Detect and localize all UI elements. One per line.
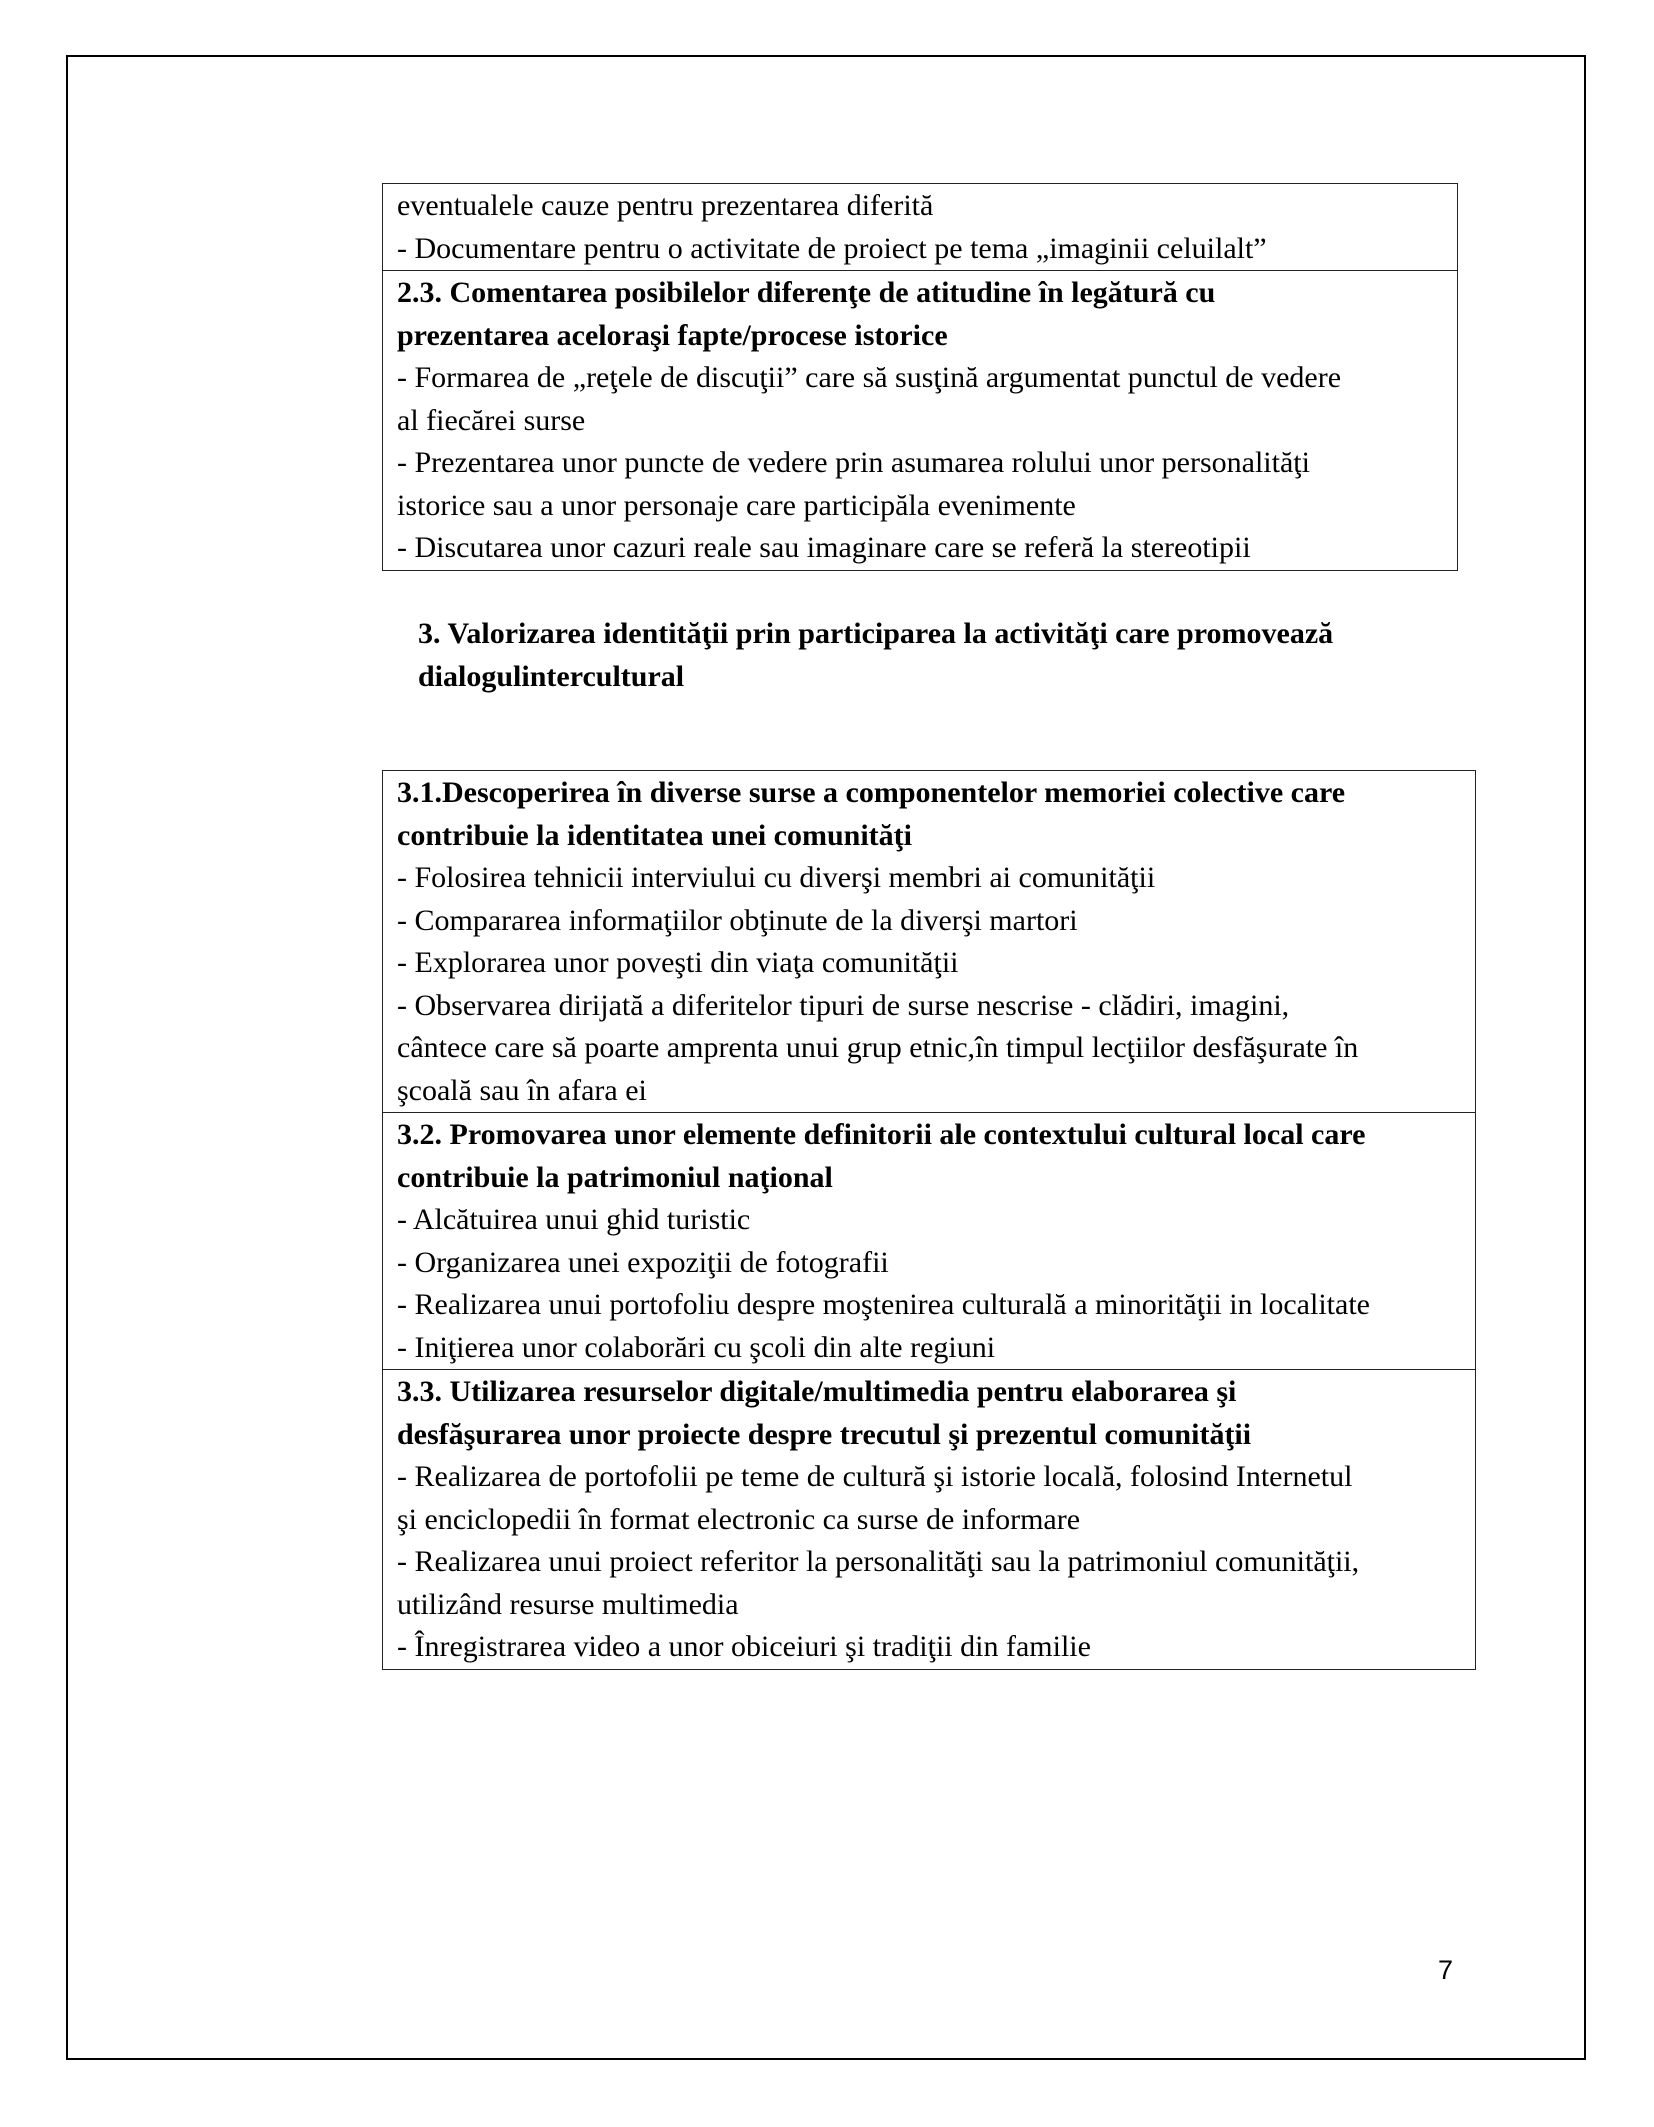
text-line: - Discutarea unor cazuri reale sau imaginare care se referă la stereotipii <box>397 531 1251 564</box>
table-cell-3-3 <box>383 1370 1475 1669</box>
text-line: - Documentare pentru o activitate de proiect pe tema „imaginii celuilalt” <box>397 231 1267 265</box>
heading-line: 3. Valorizarea identităţii prin participarea la activităţi care promovează <box>418 617 1334 650</box>
text-line: - Explorarea unor poveşti din viaţa comunităţii <box>397 946 959 979</box>
text-line: şcoală sau în afara ei <box>397 1073 647 1107</box>
text-line: eventualele cauze pentru prezentarea diferită <box>397 189 934 222</box>
text-line: al fiecărei surse <box>397 403 586 437</box>
text-line: utilizând resurse multimedia <box>397 1587 739 1621</box>
table-cell-2-3 <box>383 271 1457 570</box>
cell-title: 3.2. Promovarea unor elemente definitorii ale contextului cultural local care <box>397 1118 1366 1151</box>
cell-title: 2.3. Comentarea posibilelor diferenţe de atitudine în legătură cu <box>397 276 1216 309</box>
text-line: - Folosirea tehnicii interviului cu diverşi membri ai comunităţii <box>397 861 1156 894</box>
cell-title: 3.3. Utilizarea resurselor digitale/multimedia pentru elaborarea şi <box>397 1375 1237 1408</box>
heading-line: dialogulintercultural <box>418 660 685 693</box>
page-number: 7 <box>1438 1955 1454 1985</box>
text-line: - Prezentarea unor puncte de vedere prin asumarea rolului unor personalităţi <box>397 446 1310 479</box>
text-line: - Realizarea unui proiect referitor la personalităţi sau la patrimoniul comunităţii, <box>397 1545 1360 1578</box>
text-line: - Iniţierea unor colaborări cu şcoli din alte regiuni <box>397 1330 996 1364</box>
table-cell-3-1 <box>383 771 1475 1113</box>
text-line: - Observarea dirijată a diferitelor tipuri de surse nescrise - clădiri, imagini, <box>397 988 1290 1022</box>
section-heading <box>418 612 1478 698</box>
text-line: - Compararea informaţiilor obţinute de la diverşi martori <box>397 903 1078 937</box>
table-cell-3-2 <box>383 1113 1475 1370</box>
cell-title: contribuie la identitatea unei comunităţi <box>397 818 912 852</box>
cell-title: prezentarea aceloraşi fapte/procese istorice <box>397 318 948 352</box>
cell-title: 3.1.Descoperirea în diverse surse a componentelor memoriei colective care <box>397 776 1346 809</box>
text-line: şi enciclopedii în format electronic ca surse de informare <box>397 1502 1081 1536</box>
text-line: - Organizarea unei expoziţii de fotografii <box>397 1245 889 1279</box>
table-cell-continued <box>383 184 1457 271</box>
table-continued <box>382 183 1458 571</box>
table-section-3 <box>382 770 1476 1670</box>
cell-title: contribuie la patrimoniul naţional <box>397 1160 833 1194</box>
text-line: - Înregistrarea video a unor obiceiuri şi tradiţii din familie <box>397 1630 1091 1663</box>
text-line: cântece care să poarte amprenta unui grup etnic,în timpul lecţiilor desfăşurate în <box>397 1031 1359 1064</box>
text-line: - Formarea de „reţele de discuţii” care să susţină argumentat punctul de vedere <box>397 361 1342 394</box>
text-line: istorice sau a unor personaje care participăla evenimente <box>397 488 1076 522</box>
text-line: - Alcătuirea unui ghid turistic <box>397 1203 751 1236</box>
text-line: - Realizarea unui portofoliu despre moştenirea culturală a minorităţii in localitate <box>397 1288 1370 1321</box>
cell-title: desfăşurarea unor proiecte despre trecutul şi prezentul comunităţii <box>397 1417 1252 1451</box>
text-line: - Realizarea de portofolii pe teme de cultură şi istorie locală, folosind Internetul <box>397 1460 1353 1493</box>
